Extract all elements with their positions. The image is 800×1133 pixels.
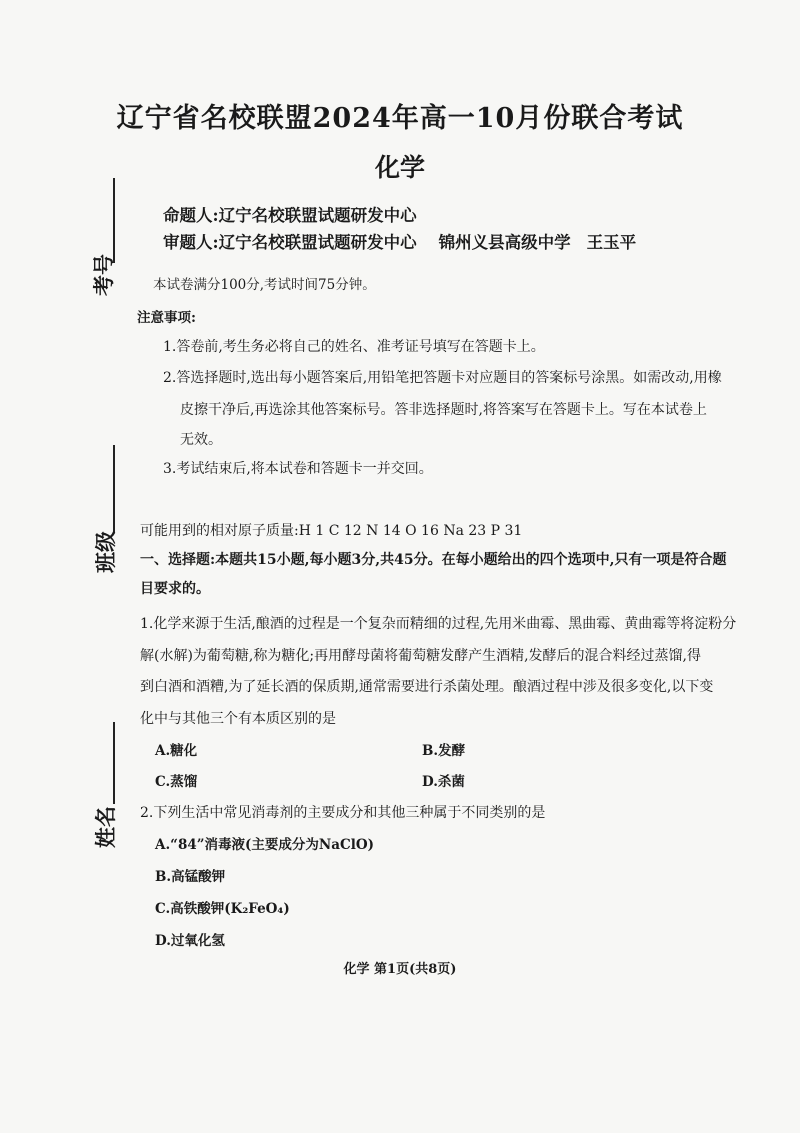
author-line — [163, 202, 417, 226]
exam-info: 本试卷满分100分,考试时间75分钟。 — [153, 277, 376, 293]
notice-item: 皮擦干净后,再选涂其他答案标号。答非选择题时,将答案写在答题卡上。写在本试卷上 — [180, 402, 707, 418]
notice-item: 3.考试结束后,将本试卷和答题卡一并交回。 — [163, 461, 433, 477]
name-label: 姓名 — [94, 806, 118, 848]
notice-item: 2.答选择题时,选出每小题答案后,用铅笔把答题卡对应题目的答案标号涂黑。如需改动,用橡 — [163, 370, 722, 386]
q1-option-a: A.糖化 — [155, 743, 198, 759]
section-heading: 一、选择题:本题共15小题,每小题3分,共45分。在每小题给出的四个选项中,只有一项是符合题 — [140, 552, 727, 568]
q1-option-c: C.蒸馏 — [155, 774, 198, 790]
reviewer-school: 锦州义县高级中学 — [438, 233, 571, 252]
q1-option-b: B.发酵 — [422, 743, 466, 759]
q1-stem-line: 到白酒和酒糟,为了延长酒的保质期,通常需要进行杀菌处理。酿酒过程中涉及很多变化,以下变 — [140, 679, 714, 695]
q2-stem: 2.下列生活中常见消毒剂的主要成分和其他三种属于不同类别的是 — [140, 805, 546, 821]
author-value: 辽宁名校联盟试题研发中心 — [218, 206, 417, 225]
q2-option-a: A.“84”消毒液(主要成分为NaClO) — [155, 837, 374, 853]
atomic-mass-line: 可能用到的相对原子质量:H 1 C 12 N 14 O 16 Na 23 P 31 — [140, 523, 523, 539]
exam-title: 辽宁省名校联盟2024年高一10月份联合考试 — [116, 103, 684, 134]
exam-number-label: 考号 — [92, 254, 116, 296]
reviewer-value: 辽宁名校联盟试题研发中心 — [218, 233, 417, 252]
name-line — [113, 722, 115, 804]
q1-stem-line: 解(水解)为葡萄糖,称为糖化;再用酵母菌将葡萄糖发酵产生酒精,发酵后的混合料经过蒸馏,得 — [140, 648, 701, 664]
q1-stem-line: 化中与其他三个有本质区别的是 — [140, 711, 336, 727]
section-heading-cont: 目要求的。 — [140, 581, 210, 597]
notice-item: 无效。 — [180, 432, 222, 448]
q1-option-d: D.杀菌 — [422, 774, 465, 790]
notice-item: 1.答卷前,考生务必将自己的姓名、准考证号填写在答题卡上。 — [163, 339, 545, 355]
reviewer-line — [163, 229, 636, 253]
notice-heading: 注意事项: — [137, 310, 196, 326]
q2-option-b: B.高锰酸钾 — [155, 869, 226, 885]
reviewer-person: 王玉平 — [586, 233, 637, 252]
subject-title: 化学 — [374, 153, 425, 182]
q2-option-c: C.高铁酸钾(K₂FeO₄) — [155, 901, 290, 917]
class-label: 班级 — [94, 531, 118, 573]
q2-option-d: D.过氧化氢 — [155, 933, 225, 949]
page-footer: 化学 第1页(共8页) — [343, 962, 457, 977]
q1-stem-line: 1.化学来源于生活,酿酒的过程是一个复杂而精细的过程,先用米曲霉、黑曲霉、黄曲霉等将淀粉分 — [140, 616, 737, 632]
reviewer-label: 审题人: — [163, 233, 219, 252]
author-label: 命题人: — [163, 206, 219, 225]
class-line — [113, 445, 115, 533]
